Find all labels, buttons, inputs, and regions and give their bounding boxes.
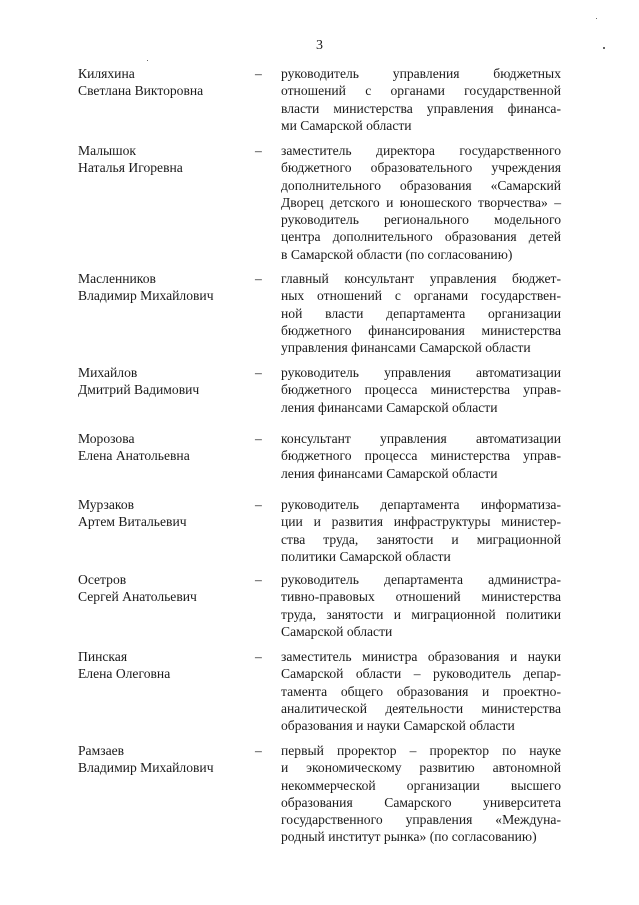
member-surname: Михайлов (78, 365, 138, 380)
position-line: бюджетного процесса министерства управ- (281, 382, 561, 398)
member-surname: Морозова (78, 431, 135, 446)
position-line: отношений с органами государственной (281, 83, 561, 99)
position-line: первый проректор – проректор по науке (281, 743, 561, 758)
position-line: ления финансами Самарской области (281, 399, 498, 415)
member-surname: Киляхина (78, 66, 135, 81)
position-line: руководитель управления автоматизации (281, 365, 561, 380)
separator-dash: – (255, 572, 262, 587)
position-line: Самарской области (281, 623, 393, 639)
position-line: заместитель министра образования и науки (281, 649, 561, 664)
position-line: дополнительного образования «Самарский (281, 177, 561, 193)
position-line: в Самарской области (по согласованию) (281, 246, 513, 262)
member-surname: Осетров (78, 572, 127, 587)
position-line: руководитель департамента администра- (281, 572, 561, 587)
member-name (78, 430, 248, 465)
member-given-names: Наталья Игоревна (78, 160, 183, 176)
separator-dash: – (255, 66, 262, 81)
member-surname: Рамзаев (78, 743, 125, 758)
position-line: бюджетного процесса министерства управ- (281, 448, 561, 464)
scan-speck (147, 60, 148, 61)
member-surname: Масленников (78, 271, 156, 286)
member-name (78, 364, 248, 399)
member-name (78, 270, 248, 305)
member-position (281, 430, 561, 482)
position-line: родный институт рынка» (по согласованию) (281, 829, 537, 845)
scan-speck (603, 47, 605, 49)
position-line: ства труда, занятости и миграционной (281, 531, 561, 547)
member-position (281, 270, 561, 356)
member-name (78, 571, 248, 606)
position-line: и экономическому развитию автономной (281, 760, 561, 776)
position-line: образования Самарского университета (281, 794, 561, 810)
position-line: руководитель управления бюджетных (281, 66, 561, 81)
member-position (281, 742, 561, 846)
position-line: аналитической деятельности министерства (281, 700, 561, 716)
member-surname: Мурзаков (78, 497, 135, 512)
separator-dash: – (255, 271, 262, 286)
position-line: бюджетного образовательного учреждения (281, 160, 561, 176)
member-given-names: Дмитрий Вадимович (78, 382, 200, 398)
position-line: консультант управления автоматизации (281, 431, 561, 446)
member-surname: Малышок (78, 143, 137, 158)
separator-dash: – (255, 365, 262, 380)
member-position (281, 648, 561, 734)
position-line: ных отношений с органами государствен- (281, 288, 561, 304)
position-line: ления финансами Самарской области (281, 465, 498, 481)
position-line: государственного управления «Междуна- (281, 812, 561, 828)
position-line: заместитель директора государственного (281, 143, 561, 158)
position-line: Самарской области – руководитель депар- (281, 666, 561, 682)
position-line: ми Самарской области (281, 117, 412, 133)
member-given-names: Владимир Михайлович (78, 288, 214, 304)
member-position (281, 571, 561, 640)
separator-dash: – (255, 143, 262, 158)
position-line: центра дополнительного образования детей (281, 229, 561, 245)
position-line: управления финансами Самарской области (281, 340, 531, 356)
member-position (281, 142, 561, 263)
position-line: образования и науки Самарской области (281, 718, 515, 734)
separator-dash: – (255, 497, 262, 512)
position-line: власти министерства управления финанса- (281, 100, 561, 116)
position-line: бюджетного финансирования министерства (281, 322, 561, 338)
position-line: руководитель департамента информатиза- (281, 497, 561, 512)
member-name (78, 742, 248, 777)
member-position (281, 496, 561, 565)
position-line: ной власти департамента организации (281, 305, 561, 321)
member-name (78, 496, 248, 531)
member-given-names: Елена Олеговна (78, 666, 171, 682)
position-line: некоммерческой организации высшего (281, 777, 561, 793)
member-surname: Пинская (78, 649, 128, 664)
position-line: ции и развития инфраструктуры министер- (281, 514, 561, 530)
position-line: руководитель регионального модельного (281, 212, 561, 228)
member-position (281, 364, 561, 416)
member-given-names: Артем Витальевич (78, 514, 187, 530)
position-line: главный консультант управления бюджет- (281, 271, 561, 286)
separator-dash: – (255, 431, 262, 446)
position-line: политики Самарской области (281, 548, 451, 564)
position-line: Дворец детского и юношеского творчества» – (281, 194, 561, 210)
member-position (281, 65, 561, 134)
position-line: труда, занятости и миграционной политики (281, 606, 561, 622)
member-given-names: Владимир Михайлович (78, 760, 214, 776)
position-line: тамента общего образования и проектно- (281, 683, 561, 699)
separator-dash: – (255, 743, 262, 758)
member-given-names: Светлана Викторовна (78, 83, 204, 99)
member-given-names: Елена Анатольевна (78, 448, 190, 464)
member-name (78, 142, 248, 177)
separator-dash: – (255, 649, 262, 664)
member-name (78, 65, 248, 100)
position-line: тивно-правовых отношений министерства (281, 589, 561, 605)
member-given-names: Сергей Анатольевич (78, 589, 197, 605)
scan-speck (596, 18, 597, 19)
page-number: 3 (316, 38, 323, 53)
member-name (78, 648, 248, 683)
